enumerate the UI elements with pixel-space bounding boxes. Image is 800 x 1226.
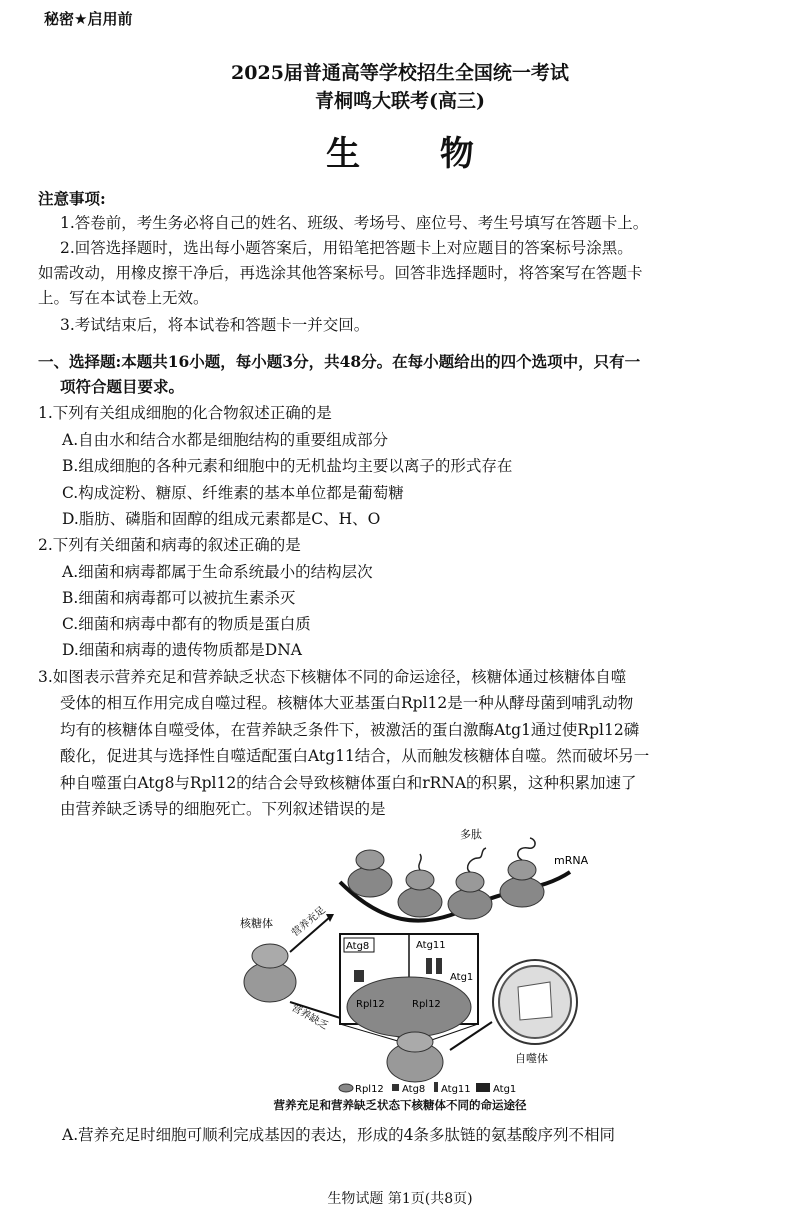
question-3-stem: 由营养缺乏诱导的细胞死亡。下列叙述错误的是 <box>60 800 386 818</box>
autophagosome-label: 自噬体 <box>515 1052 548 1065</box>
subject-title: 生 物 <box>326 134 508 174</box>
q2-option-c: C.细菌和病毒中都有的物质是蛋白质 <box>62 615 311 633</box>
exam-title: 2025届普通高等学校招生全国统一考试 <box>231 62 569 84</box>
legend-atg8: Atg8 <box>402 1084 426 1094</box>
q1-option-a: A.自由水和结合水都是细胞结构的重要组成部分 <box>62 431 389 449</box>
question-3-stem: 均有的核糖体自噬受体，在营养缺乏条件下，被激活的蛋白激酶Atg1通过使Rpl12磷 <box>60 721 640 739</box>
q2-option-d: D.细菌和病毒的遗传物质都是DNA <box>62 641 302 659</box>
question-3-stem: 受体的相互作用完成自噬过程。核糖体大亚基蛋白Rpl12是一种从酵母菌到哺乳动物 <box>60 694 634 712</box>
q1-option-b: B.组成细胞的各种元素和细胞中的无机盐均主要以离子的形式存在 <box>62 457 513 475</box>
peptide-label: 多肽 <box>460 828 482 841</box>
mrna-label: mRNA <box>554 854 589 867</box>
rpl12-label-b: Rpl12 <box>412 999 441 1010</box>
section-heading-cont: 项符合题目要求。 <box>60 377 185 396</box>
q3-option-a: A.营养充足时细胞可顺利完成基因的表达，形成的4条多肽链的氨基酸序列不相同 <box>62 1126 615 1144</box>
deficient-label: 营养缺乏 <box>289 1002 330 1033</box>
atg11-label: Atg11 <box>416 940 446 951</box>
q2-option-a: A.细菌和病毒都属于生命系统最小的结构层次 <box>62 563 373 581</box>
atg11-marker <box>436 958 442 974</box>
notes-heading: 注意事项: <box>38 189 106 208</box>
legend-atg8-swatch <box>392 1084 399 1091</box>
section-heading: 一、选择题:本题共16小题，每小题3分，共48分。在每小题给出的四个选项中，只有一 <box>38 352 641 371</box>
deficient-ribosome <box>387 1032 443 1082</box>
notes-line: 3.考试结束后，将本试卷和答题卡一并交回。 <box>60 316 370 334</box>
legend-atg1: Atg1 <box>493 1084 517 1094</box>
question-3-stem: 酸化，促进其与选择性自噬适配蛋白Atg11结合，从而触发核糖体自噬。然而破坏另一 <box>60 747 650 765</box>
atg8-marker <box>354 970 364 982</box>
page-footer: 生物试题 第1页(共8页) <box>327 1191 473 1207</box>
rpl12-label-a: Rpl12 <box>356 999 385 1010</box>
question-2-stem: 2.下列有关细菌和病毒的叙述正确的是 <box>38 536 301 554</box>
question-3-stem: 3.如图表示营养充足和营养缺乏状态下核糖体不同的命运途径，核糖体通过核糖体自噬 <box>38 668 627 686</box>
sufficient-label: 营养充足 <box>290 904 328 939</box>
arrow-head <box>326 914 334 922</box>
legend-rpl12-swatch <box>339 1084 353 1092</box>
q1-option-d: D.脂肪、磷脂和固醇的组成元素都是C、H、O <box>62 510 381 528</box>
legend-atg11: Atg11 <box>441 1084 471 1094</box>
free-ribosome <box>244 944 296 1002</box>
q2-option-b: B.细菌和病毒都可以被抗生素杀灭 <box>62 589 296 607</box>
ribosome-label: 核糖体 <box>240 917 273 930</box>
legend-atg11-swatch <box>434 1082 438 1092</box>
figure-caption: 营养充足和营养缺乏状态下核糖体不同的命运途径 <box>273 1098 527 1112</box>
legend <box>339 1082 516 1094</box>
ribosome-fate-diagram <box>230 822 600 1094</box>
legend-rpl12: Rpl12 <box>355 1084 384 1094</box>
q1-option-c: C.构成淀粉、糖原、纤维素的基本单位都是葡萄糖 <box>62 484 404 502</box>
notes-line: 上。写在本试卷上无效。 <box>38 289 209 307</box>
atg11-marker <box>426 958 432 974</box>
legend-atg1-swatch <box>476 1083 490 1092</box>
notes-line: 2.回答选择题时，选出每小题答案后，用铅笔把答题卡上对应题目的答案标号涂黑。 <box>60 239 633 257</box>
question-1-stem: 1.下列有关组成细胞的化合物叙述正确的是 <box>38 404 332 422</box>
atg8-label: Atg8 <box>346 941 370 952</box>
question-3-stem: 种自噬蛋白Atg8与Rpl12的结合会导致核糖体蛋白和rRNA的积累，这种积累加速了 <box>60 774 637 792</box>
confidential-label: 秘密★启用前 <box>44 10 133 28</box>
exam-subtitle: 青桐鸣大联考(高三) <box>315 90 485 112</box>
atg1-label: Atg1 <box>450 972 474 983</box>
notes-line: 如需改动，用橡皮擦干净后，再选涂其他答案标号。回答非选择题时，将答案写在答题卡 <box>38 264 643 282</box>
notes-line: 1.答卷前，考生务必将自己的姓名、班级、考场号、座位号、考生号填写在答题卡上。 <box>60 214 649 232</box>
autophagosome <box>493 960 577 1044</box>
